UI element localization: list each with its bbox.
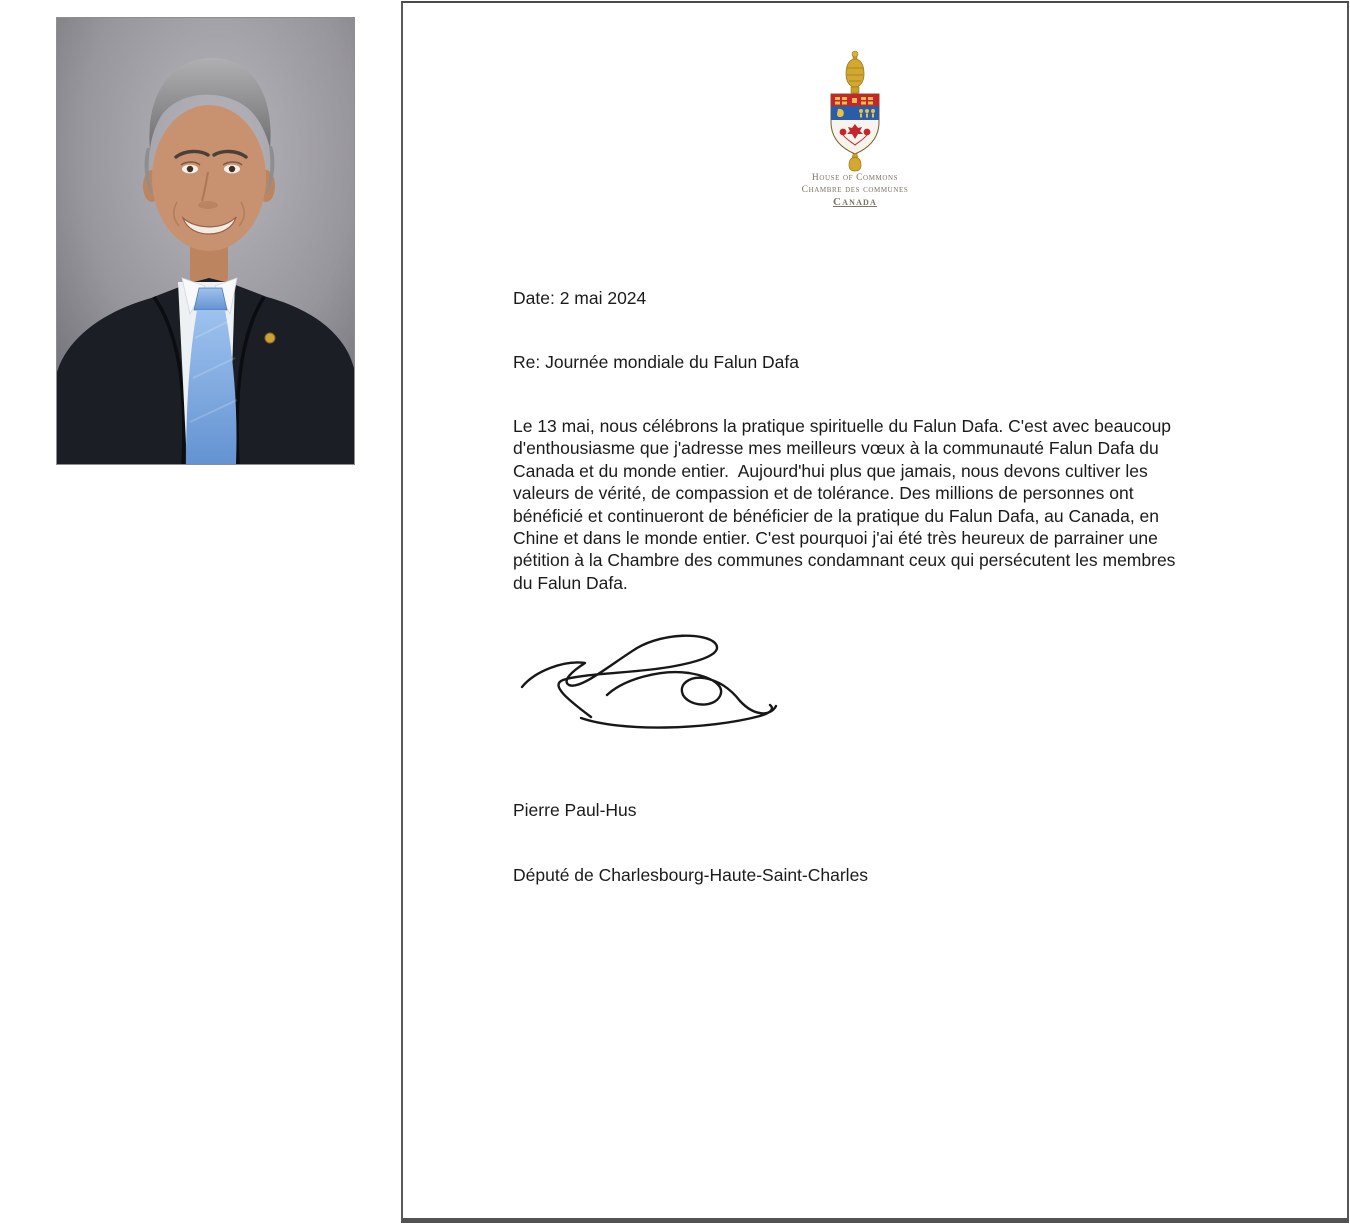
body-line: pétition à la Chambre des communes condamnant ceux qui persécutent les membres [513,550,1176,571]
signer-name: Pierre Paul-Hus [513,800,637,820]
subject-line: Re: Journée mondiale du Falun Dafa [513,352,800,372]
body-line: d'enthousiasme que j'adresse mes meilleurs vœux à la communauté Falun Dafa du [513,438,1159,459]
lapel-pin [265,333,275,343]
body-line: valeurs de vérité, de compassion et de tolérance. Des millions de personnes ont [513,483,1134,504]
letterhead-org-fr: Chambre des communes [801,185,909,195]
body-line: Chine et dans le monde entier. C'est pourquoi j'ai été très heureux de parrainer une [513,528,1158,549]
letterhead-country: Canada [832,196,878,208]
body-line: bénéficié et continueront de bénéficier de la pratique du Falun Dafa, au Canada, en [513,505,1160,526]
portrait-photo [56,17,355,465]
portrait-illustration [57,18,354,464]
letter-page [401,1,1349,1223]
signature-image [509,633,797,735]
body-line: du Falun Dafa. [513,572,628,593]
body-paragraph [513,415,1243,594]
body-line: Le 13 mai, nous célébrons la pratique spirituelle du Falun Dafa. C'est avec beaucoup [513,416,1172,436]
tie-knot [194,288,227,310]
date-line: Date: 2 mai 2024 [513,288,647,308]
signature-block [513,757,868,928]
letterhead [745,172,965,209]
house-of-commons-crest-icon [813,48,897,172]
body-line: Canada et du monde entier. Aujourd'hui plus que jamais, nous devons cultiver les [513,460,1148,481]
letterhead-org-en: House of Commons [811,173,899,183]
signer-title: Député de Charlesbourg-Haute-Saint-Charles [513,864,869,885]
